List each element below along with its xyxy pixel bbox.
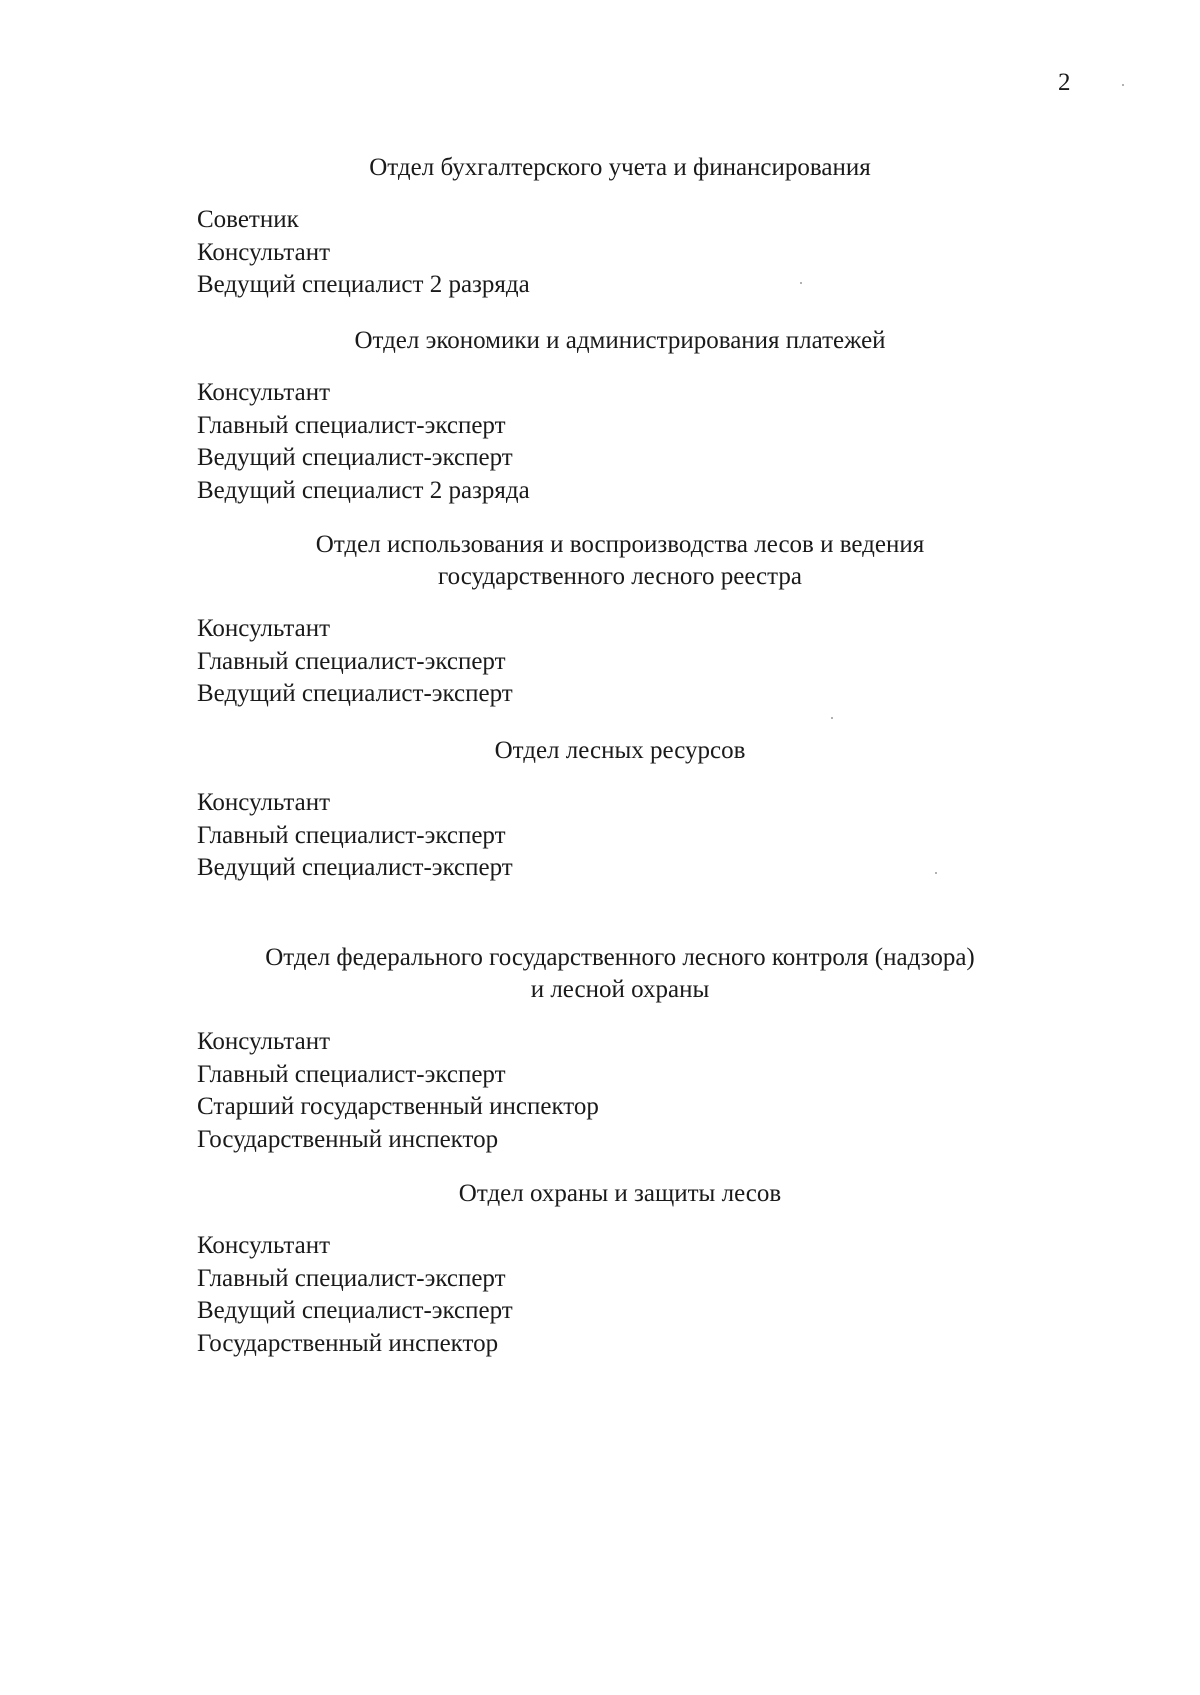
position-item: Ведущий специалист-эксперт [197, 854, 513, 881]
position-item: Ведущий специалист-эксперт [197, 680, 513, 707]
position-item: Главный специалист-эксперт [197, 647, 506, 675]
position-item: Ведущий специалист 2 разряда [197, 271, 530, 298]
position-item: Консультант [197, 379, 331, 406]
position-item: Главный специалист-эксперт [197, 411, 506, 439]
section-forest-use [0, 529, 1200, 711]
positions-list [0, 613, 1200, 711]
section-forest-protection [0, 1178, 1200, 1360]
position-item: Ведущий специалист-эксперт [197, 444, 513, 471]
section-title [0, 325, 1200, 357]
position-item: Государственный инспектор [197, 1125, 499, 1153]
position-item: Главный специалист-эксперт [197, 821, 506, 849]
positions-list [0, 787, 1200, 885]
positions-list [0, 204, 1200, 302]
section-title-line: Отдел бухгалтерского учета и финансирования [369, 154, 871, 181]
position-item: Консультант [197, 615, 331, 642]
section-title-line: государственного лесного реестра [438, 563, 802, 590]
section-title [0, 942, 1200, 1006]
positions-list [0, 377, 1200, 507]
section-title [0, 529, 1200, 593]
position-item: Главный специалист-эксперт [197, 1264, 506, 1292]
scan-speck [800, 282, 802, 284]
position-item: Старший государственный инспектор [197, 1093, 599, 1120]
section-forest-resources [0, 735, 1200, 885]
positions-list [0, 1026, 1200, 1156]
section-forest-control [0, 942, 1200, 1156]
scan-speck [935, 872, 937, 874]
position-item: Советник [197, 206, 299, 233]
page-number: 2 [1058, 69, 1071, 96]
position-item: Государственный инспектор [197, 1329, 499, 1357]
section-title [0, 152, 1200, 184]
position-item: Ведущий специалист-эксперт [197, 1297, 513, 1324]
scan-speck [831, 717, 833, 719]
scan-speck [1122, 84, 1124, 86]
position-item: Консультант [197, 238, 331, 266]
section-title [0, 735, 1200, 767]
position-item: Консультант [197, 1232, 331, 1259]
position-item: Главный специалист-эксперт [197, 1060, 506, 1088]
position-item: Ведущий специалист 2 разряда [197, 476, 530, 504]
section-title [0, 1178, 1200, 1210]
section-title-line: Отдел охраны и защиты лесов [458, 1180, 782, 1207]
position-item: Консультант [197, 789, 331, 816]
section-title-line: Отдел лесных ресурсов [494, 737, 746, 764]
section-title-line: и лесной охраны [530, 976, 710, 1003]
section-title-line: Отдел экономики и администрирования платежей [354, 327, 886, 354]
section-title-line: Отдел федерального государственного лесного контроля (надзора) [265, 944, 975, 971]
section-accounting [0, 152, 1200, 302]
section-economics [0, 325, 1200, 507]
position-item: Консультант [197, 1028, 331, 1055]
positions-list [0, 1230, 1200, 1360]
section-title-line: Отдел использования и воспроизводства лесов и ведения [315, 531, 925, 558]
